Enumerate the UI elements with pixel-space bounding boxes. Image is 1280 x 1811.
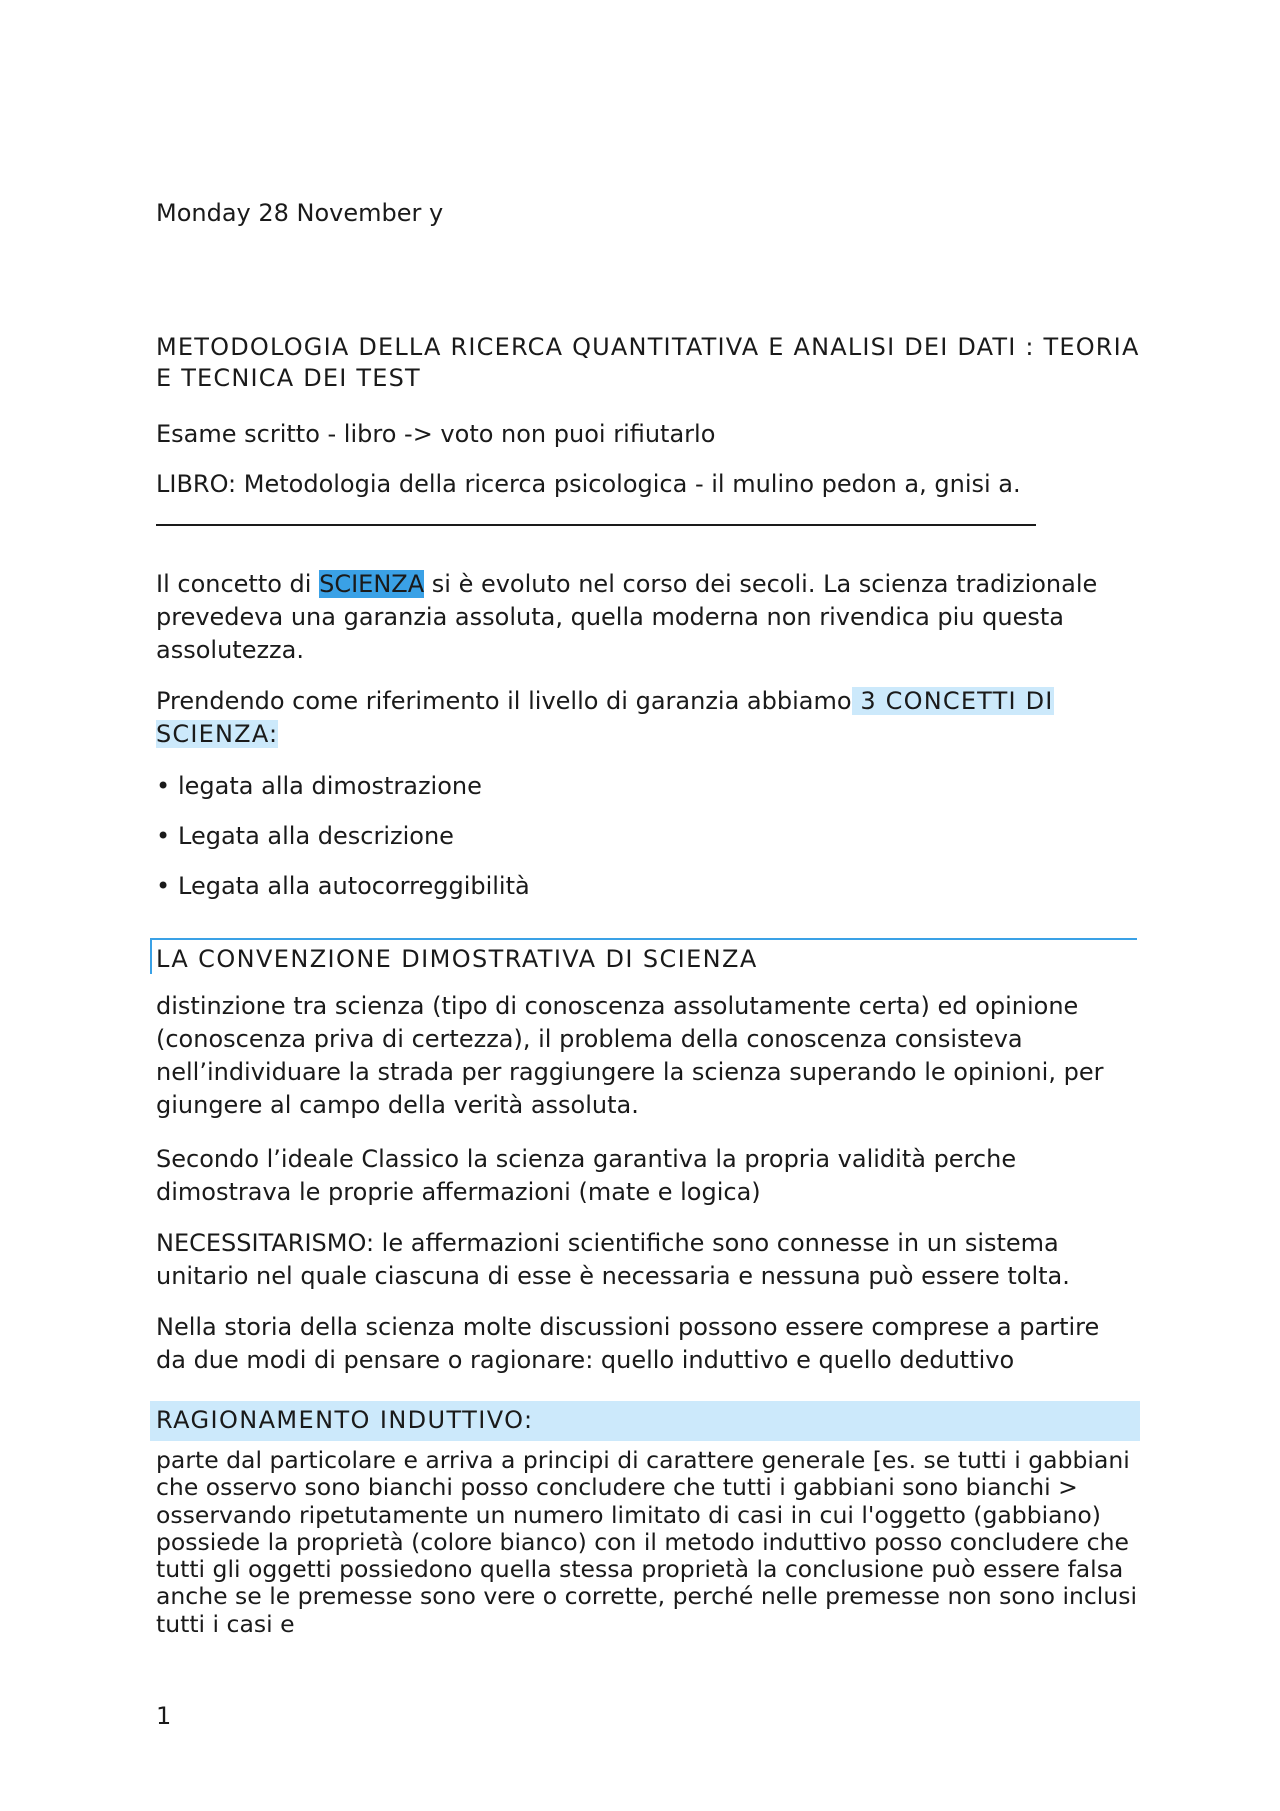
highlight-concetti: 3 CONCETTI DI SCIENZA: bbox=[156, 687, 1054, 748]
bullet-icon: • bbox=[156, 822, 171, 850]
concepts-list bbox=[156, 770, 530, 920]
paragraph-induttivo: parte dal particolare e arriva a principi di carattere generale [es. se tutti i gabbiani che osservo sono bianchi posso concludere che tutti i gabbiani sono bianchi > osservando ripetutamente un numero limitato di casi in cui l'oggetto (gabbiano) possiede la proprietà (colore bianco) con il metodo induttivo posso concludere che tutti gli oggetti possiedono quella stessa proprietà la conclusione può essere falsa anche se le premesse sono vere o corrette, perché nelle premesse non sono inclusi tutti i casi e bbox=[156, 1446, 1137, 1638]
concepts-text-before: Prendendo come riferimento il livello di garanzia abbiamo bbox=[156, 687, 852, 715]
book-reference: LIBRO: Metodologia della ricerca psicologica - il mulino pedon a, gnisi a. bbox=[156, 470, 1021, 498]
list-item bbox=[156, 770, 530, 803]
list-item bbox=[156, 870, 530, 903]
intro-text-before: Il concetto di bbox=[156, 570, 320, 598]
paragraph-necessitarismo: NECESSITARISMO: le affermazioni scientifiche sono connesse in un sistema unitario nel quale ciascuna di esse è necessaria e nessuna può essere tolta. bbox=[156, 1229, 1070, 1290]
list-item-text: legata alla dimostrazione bbox=[178, 772, 482, 800]
bullet-icon: • bbox=[156, 872, 171, 900]
paragraph-ideale-classico: Secondo l’ideale Classico la scienza garantiva la propria validità perche dimostrava le proprie affermazioni (mate e logica) bbox=[156, 1145, 1017, 1206]
page-number: 1 bbox=[156, 1702, 172, 1730]
bullet-icon: • bbox=[156, 772, 171, 800]
intro-paragraph bbox=[156, 568, 1136, 667]
list-item bbox=[156, 820, 530, 853]
section-heading-convenzione: LA CONVENZIONE DIMOSTRATIVA DI SCIENZA bbox=[156, 945, 758, 973]
list-item-text: Legata alla autocorreggibilità bbox=[178, 872, 530, 900]
horizontal-rule bbox=[156, 524, 1036, 526]
course-title: METODOLOGIA DELLA RICERCA QUANTITATIVA E ANALISI DEI DATI : TEORIA E TECNICA DEI TEST bbox=[156, 333, 1140, 392]
highlight-scienza: SCIENZA bbox=[319, 570, 425, 598]
concepts-paragraph bbox=[156, 685, 1136, 751]
date-line: Monday 28 November y bbox=[156, 199, 444, 227]
intro-text-after: si è evoluto nel corso dei secoli. La scienza tradizionale prevedeva una garanzia assoluta, quella moderna non rivendica piu questa assolutezza. bbox=[156, 570, 1098, 664]
list-item-text: Legata alla descrizione bbox=[178, 822, 454, 850]
paragraph-distinzione: distinzione tra scienza (tipo di conoscenza assolutamente certa) ed opinione (conoscenza priva di certezza), il problema della conoscenza consisteva nell’individuare la strada per raggiungere la scienza superando le opinioni, per giungere al campo della verità assoluta. bbox=[156, 992, 1104, 1119]
paragraph-storia-scienza: Nella storia della scienza molte discussioni possono essere comprese a partire da due modi di pensare o ragionare: quello induttivo e quello deduttivo bbox=[156, 1313, 1100, 1374]
section-heading-induttivo: RAGIONAMENTO INDUTTIVO: bbox=[156, 1406, 534, 1434]
exam-note: Esame scritto - libro -> voto non puoi rifiutarlo bbox=[156, 420, 716, 448]
